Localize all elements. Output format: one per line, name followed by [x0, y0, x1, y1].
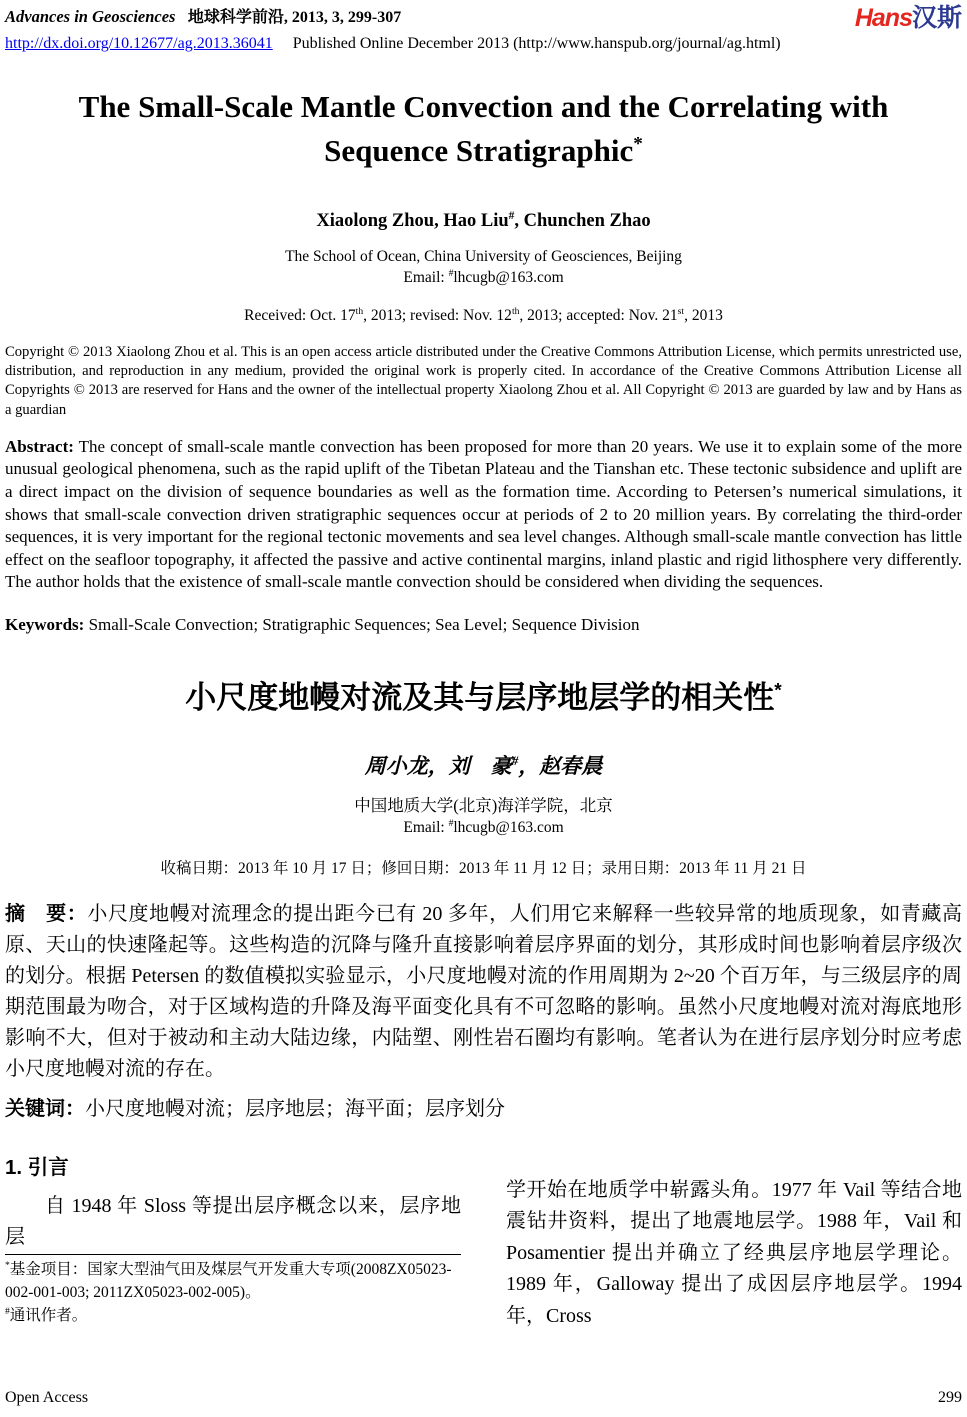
footnote-funding: *基金项目：国家大型油气田及煤层气开发重大专项(2008ZX05023-002-001-003; 2011ZX05023-002-005)。	[5, 1259, 452, 1301]
doi-line	[5, 33, 962, 55]
journal-issue-info: 地球科学前沿, 2013, 3, 299-307	[187, 9, 402, 26]
funding-asterisk: *	[5, 1259, 10, 1271]
abstract-paragraph	[5, 436, 962, 594]
abstract-label: Abstract:	[5, 436, 74, 456]
intro-paragraph-right: 学开始在地质学中崭露头角。1977 年 Vail 等结合地震钻井资料，提出了地震地层学。1988 年，Vail 和 Posamentier 提出并确立了经典层序地层学理论。1989 年，Galloway 提出了成因层序地层学。1994 年，Cross	[506, 1178, 962, 1327]
cn-corresponding-author-mark: #	[511, 752, 519, 768]
right-column	[506, 1153, 962, 1325]
keywords-line	[5, 613, 962, 636]
email-label: Email:	[403, 269, 449, 286]
page-number: 299	[938, 1389, 962, 1406]
title-line1: The Small-Scale Mantle Convection and the Correlating with	[78, 89, 889, 124]
page-footer	[5, 1389, 962, 1407]
authors-line	[5, 211, 962, 232]
hans-logo	[855, 6, 962, 31]
authors-post: , Chunchen Zhao	[514, 211, 651, 231]
copyright-text: Copyright © 2013 Xiaolong Zhou et al. This is an open access article distributed under the Creative Commons Attribution License, which permits unrestricted use, distribution, and reproduction in any medium, provided the original work is properly cited. In accordance of the Creative Commons Attribution License all Copyrights © 2013 are reserved for Hans and the owner of the intellectual property Xiaolong Zhou et al. All Copyright © 2013 are guarded by law and by Hans as a guardian	[5, 344, 962, 418]
received-line: Received: Oct. 17th, 2013; revised: Nov. 12th, 2013; accepted: Nov. 21st, 2013	[244, 305, 723, 324]
email-line	[5, 267, 962, 288]
cn-abstract-label: 摘 要：	[5, 902, 88, 925]
footnote-rule	[5, 1254, 461, 1255]
title-line2: Sequence Stratigraphic	[324, 133, 634, 168]
footnote-corresponding-author: #通讯作者。	[5, 1305, 88, 1324]
email-value: lhcugb@163.com	[453, 269, 564, 286]
cn-abstract-paragraph	[5, 899, 962, 1085]
intro-paragraph-left: 自 1948 年 Sloss 等提出层序概念以来，层序地层	[5, 1194, 461, 1249]
journal-info-line	[5, 6, 401, 29]
left-column	[5, 1153, 461, 1325]
cn-keywords-text: 小尺度地幔对流；层序地层；海平面；层序划分	[85, 1097, 505, 1120]
cn-dates-line: 收稿日期：2013 年 10 月 17 日；修回日期：2013 年 11 月 12 日；录用日期：2013 年 11 月 21 日	[160, 859, 807, 877]
cn-abstract-text: 小尺度地幔对流理念的提出距今已有 20 多年，人们用它来解释一些较异常的地质现象，如青藏高原、天山的快速隆起等。这些构造的沉降与隆升直接影响着层序界面的划分，其形成时间也影响着层序级次的划分。根据 Petersen 的数值模拟实验显示，小尺度地幔对流的作用周期为 2~20 个百万年，与三级层序的周期范围最为吻合，对于区域构造的升降及海平面变化具有不可忽略的影响。虽然小尺度地幔对流对海底地形影响不大，但对于被动和主动大陆边缘，内陆塑、刚性岩石圈均有影响。笔者认为在进行层序划分时应考虑小尺度地幔对流的存在。	[5, 902, 963, 1080]
hans-logo-cn: 汉斯	[911, 4, 962, 32]
cn-email-line: Email: #lhcugb@163.com	[403, 817, 564, 836]
journal-header	[5, 6, 962, 31]
affiliation-line: The School of Ocean, China University of Geosciences, Beijing	[285, 248, 682, 265]
hans-logo-latin: Hans	[854, 4, 912, 32]
doi-link[interactable]: http://dx.doi.org/10.12677/ag.2013.36041	[5, 35, 273, 52]
abstract-text: The concept of small-scale mantle convection has been proposed for more than 20 years. We use it to explain some of the more unusual geological phenomena, such as the rapid uplift of the Tibetan Plateau and the Tianshan etc. These tectonic subsidence and uplift are a direct impact on the division of sequence boundaries as well as the formation time. According to Petersen’s numerical simulations, it shows that small-scale convection driven stratigraphic sequences occur at periods of 2 to 20 million years. By correlating the third-order sequences, it is very important for the regional tectonic movements and sea level changes. Although small-scale mantle convection has little effect on the seafloor topography, it affected the passive and active continental margins, inland plastic and rigid lithosphere very differently. The author holds that the existence of small-scale mantle convection should be considered when dividing the sequences.	[5, 436, 962, 592]
footnote-block	[5, 1254, 461, 1327]
cn-affiliation-line: 中国地质大学(北京)海洋学院，北京	[354, 795, 613, 815]
keywords-label: Keywords:	[5, 614, 85, 634]
corresponding-hash: #	[5, 1305, 10, 1317]
keywords-text: Small-Scale Convection; Stratigraphic Sequences; Sea Level; Sequence Division	[84, 614, 640, 634]
page-title	[5, 85, 962, 173]
section-1-heading: 1. 引言	[5, 1155, 69, 1179]
published-info: Published Online December 2013 (http://www.hanspub.org/journal/ag.html)	[292, 35, 781, 52]
open-access-label: Open Access	[5, 1389, 89, 1406]
authors-pre: Xiaolong Zhou, Hao Liu	[316, 211, 509, 231]
email-sup-mark: #	[448, 267, 454, 279]
intro-columns	[5, 1153, 962, 1325]
cn-title-asterisk: *	[774, 680, 782, 702]
cn-keywords-line	[5, 1094, 962, 1125]
cn-authors-line: 周小龙，刘 豪#，赵春晨	[364, 752, 603, 778]
journal-name: Advances in Geosciences	[5, 7, 176, 26]
title-asterisk: *	[633, 133, 643, 155]
cn-title: 小尺度地幔对流及其与层序地层学的相关性*	[185, 679, 782, 715]
cn-keywords-label: 关键词：	[5, 1097, 85, 1120]
corresponding-author-mark: #	[508, 209, 515, 222]
